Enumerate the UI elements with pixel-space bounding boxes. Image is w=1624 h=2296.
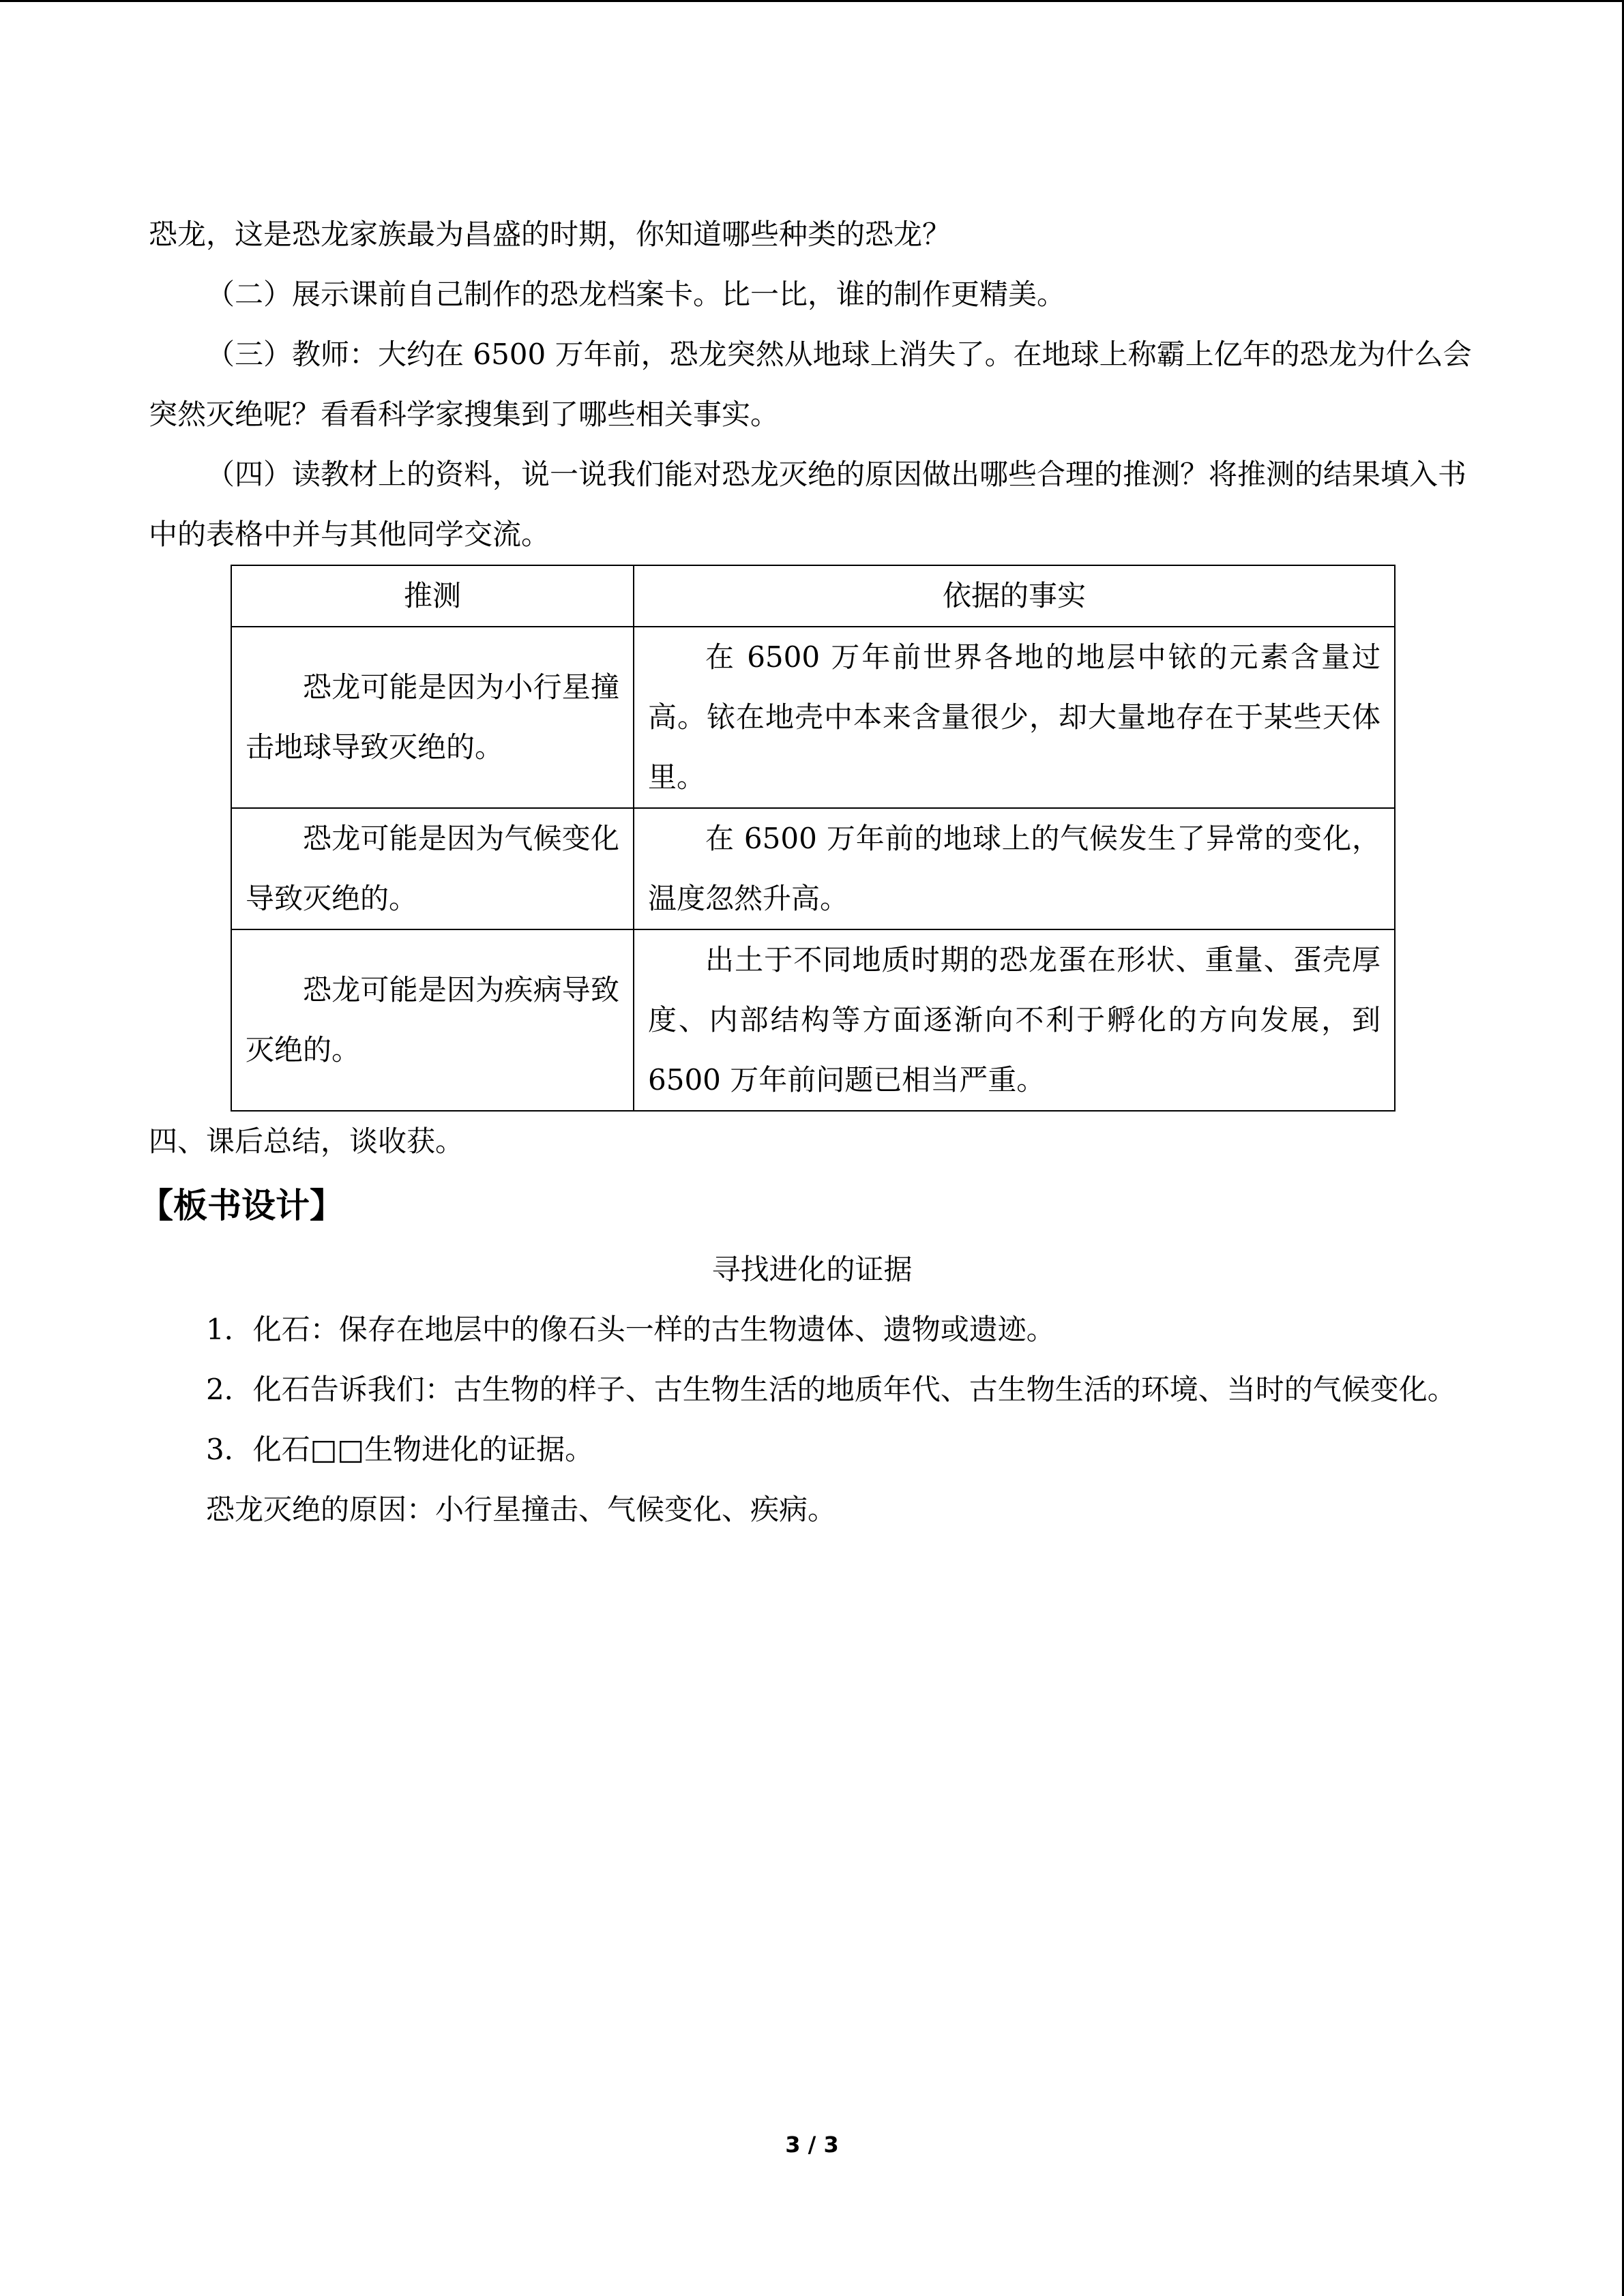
summary-line: 四、课后总结，谈收获。 [149,1124,464,1158]
paragraph-archive-card: （二）展示课前自己制作的恐龙档案卡。比一比，谁的制作更精美。 [206,278,1066,311]
table-cell-fact [634,627,1395,808]
table-header-guess: 推测 [231,565,634,627]
cell-text: 恐龙可能是因为疾病导致灭绝的。 [246,973,619,1067]
board-title: 寻找进化的证据 [711,1253,913,1286]
table-row [231,929,1395,1111]
table-header-fact: 依据的事实 [634,565,1395,627]
table-cell-guess [231,627,634,808]
cell-text: 在 6500 万年前的地球上的气候发生了异常的变化，温度忽然升高。 [648,822,1381,915]
inference-table-wrapper [231,565,1394,1112]
table-row [231,808,1395,929]
inference-table [231,565,1396,1112]
table-row [231,627,1395,808]
board-design-heading: 【板书设计】 [139,1186,344,1225]
paragraph-read-materials: （四）读教材上的资料，说一说我们能对恐龙灭绝的原因做出哪些合理的推测？将推测的结果填入书中的表格中并与其他同学交流。 [149,458,1467,551]
document-body [139,205,1475,1540]
board-item-3: 3．化石□□生物进化的证据。 [206,1433,594,1466]
paragraph-dinosaur-question: 恐龙，这是恐龙家族最为昌盛的时期，你知道哪些种类的恐龙？ [149,218,951,251]
cell-text: 恐龙可能是因为气候变化导致灭绝的。 [246,822,619,915]
table-header-row [231,565,1395,627]
cell-text: 恐龙可能是因为小行星撞击地球导致灭绝的。 [246,670,619,764]
page-number: 3 / 3 [785,2132,839,2158]
table-cell-fact [634,808,1395,929]
table-cell-guess [231,808,634,929]
table-cell-guess [231,929,634,1111]
board-item-2: 2．化石告诉我们：古生物的样子、古生物生活的地质年代、古生物生活的环境、当时的气候变化。 [206,1373,1456,1406]
paragraph-teacher-question: （三）教师：大约在 6500 万年前，恐龙突然从地球上消失了。在地球上称霸上亿年的恐龙为什么会突然灭绝呢？看看科学家搜集到了哪些相关事实。 [149,338,1472,431]
table-cell-fact [634,929,1395,1111]
board-extinction-causes: 恐龙灭绝的原因：小行星撞击、气候变化、疾病。 [206,1493,837,1526]
cell-text: 在 6500 万年前世界各地的地层中铱的元素含量过高。铱在地壳中本来含量很少，却大量地存在于某些天体里。 [648,640,1381,794]
cell-text: 出土于不同地质时期的恐龙蛋在形状、重量、蛋壳厚度、内部结构等方面逐渐向不利于孵化的方向发展，到 6500 万年前问题已相当严重。 [648,943,1381,1097]
board-item-1: 1．化石：保存在地层中的像石头一样的古生物遗体、遗物或遗迹。 [206,1313,1055,1346]
